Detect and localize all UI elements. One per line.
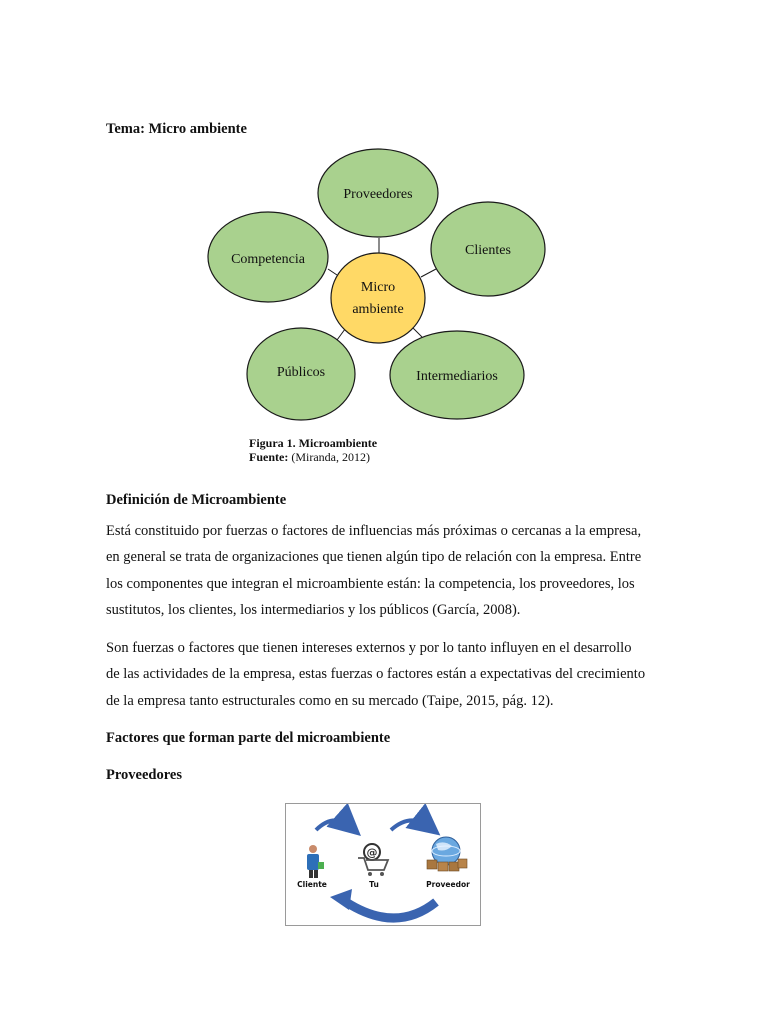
node-proveedores-label: Proveedores [343, 187, 413, 202]
figure2-label-tu: Tu [369, 880, 379, 889]
person-icon [307, 845, 324, 878]
figure2-label-proveedor: Proveedor [426, 880, 470, 889]
arrow-tu-to-proveedor [391, 820, 431, 830]
node-competencia-label: Competencia [231, 252, 305, 267]
paragraph-1-line: sustitutos, los clientes, los intermediarios y los públicos (García, 2008). [106, 601, 521, 618]
paragraph-2-line: de las actividades de la empresa, estas fuerzas o factores están a expectativas del crecimiento [106, 666, 646, 683]
microambiente-diagram [200, 145, 560, 425]
paragraph-2 [106, 635, 666, 714]
connector-left [328, 269, 337, 275]
paragraph-1-line: Está constituido por fuerzas o factores de influencias más próximas o cercanas a la empresa, [106, 523, 642, 539]
figure-label: Figura 1. Microambiente [249, 436, 378, 450]
paragraph-2-line: de la empresa tanto estructurales como en su mercado (Taipe, 2015, pág. 12). [106, 692, 554, 709]
globe-boxes-icon [427, 837, 467, 871]
connector-right [421, 269, 436, 277]
node-clientes-label: Clientes [465, 243, 511, 258]
node-intermediarios-label: Intermediarios [416, 369, 498, 384]
proveedores-figure [285, 803, 481, 926]
paragraph-1-line: en general se trata de organizaciones que tienen algún tipo de relación con la empresa. Entre [106, 549, 642, 566]
node-publicos-label: Públicos [276, 365, 326, 380]
section-heading-factores: Factores que forman parte del microambiente [106, 730, 391, 746]
node-center-shape [331, 253, 425, 343]
section-heading-definicion: Definición de Microambiente [106, 492, 287, 508]
section-subheading-proveedores: Proveedores [106, 767, 182, 783]
arrow-cliente-to-tu [316, 820, 352, 830]
source-value: (Miranda, 2012) [291, 450, 370, 464]
figure2-label-cliente: Cliente [297, 880, 327, 889]
svg-text:@: @ [366, 846, 378, 859]
paragraph-1 [106, 518, 666, 623]
source-label: Fuente: [249, 450, 289, 464]
shopping-cart-icon [358, 844, 388, 876]
page-title: Tema: Micro ambiente [106, 121, 247, 137]
proveedores-figure-svg [286, 804, 480, 925]
node-center-label-line2: ambiente [352, 302, 404, 317]
figure-caption [249, 436, 377, 464]
node-center-label-line1: Micro [360, 280, 396, 295]
paragraph-2-line: Son fuerzas o factores que tienen intereses externos y por lo tanto influyen en el desarrollo [106, 640, 632, 656]
arrow-proveedor-to-cliente-head [330, 889, 352, 910]
arrow-proveedor-to-cliente [346, 902, 436, 918]
paragraph-1-line: los componentes que integran el microambiente están: la competencia, los proveedores, los [106, 575, 635, 592]
diagram-svg [200, 145, 560, 425]
